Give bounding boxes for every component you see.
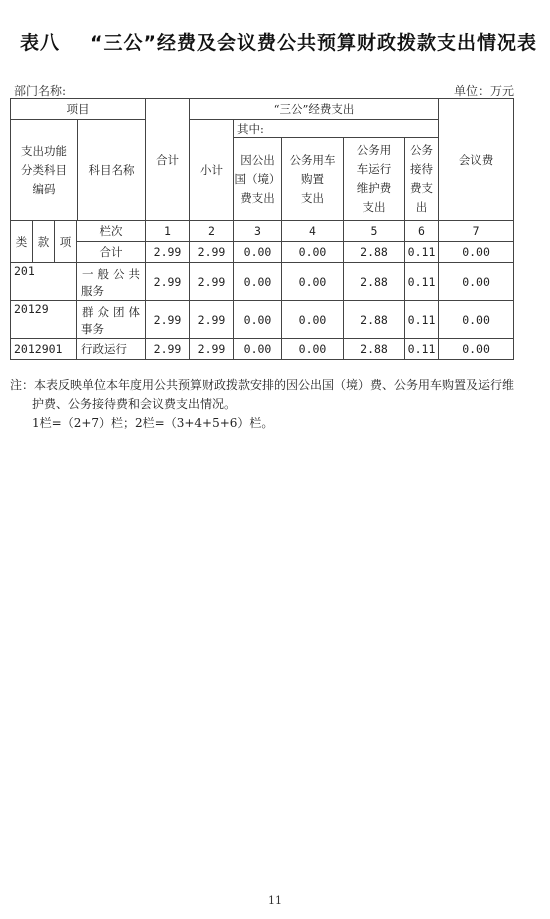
column-number: 7	[439, 221, 514, 242]
row-cell: 2.88	[344, 301, 405, 339]
header-column-number: 栏次	[77, 221, 146, 242]
note-formula: 1栏=（2+7）栏；2栏=（3+4+5+6）栏。	[32, 416, 274, 430]
title-row	[20, 28, 540, 58]
func-code-line: 支出功能	[21, 143, 67, 158]
row-subject	[77, 263, 146, 301]
table-row	[11, 263, 514, 301]
subject-line: 事务	[81, 321, 104, 336]
row-code: 201	[11, 263, 77, 301]
row-cell: 0.00	[234, 263, 282, 301]
car-operation-line: 公务用	[356, 143, 392, 158]
expenditure-table	[10, 98, 514, 360]
unit-label: 单位：万元	[453, 84, 514, 98]
header-car-operation	[344, 138, 405, 221]
total-cell: 0.00	[282, 242, 344, 263]
header-of-which: 其中:	[234, 120, 439, 138]
car-purchase-line: 公务用车	[289, 152, 336, 167]
row-cell: 0.00	[439, 339, 514, 360]
header-func-area	[11, 120, 146, 221]
abroad-line: 费支出	[240, 190, 275, 205]
page-number: 11	[268, 894, 282, 907]
reception-line: 公务	[410, 143, 434, 158]
header-sangong: “三公”经费支出	[190, 99, 439, 120]
row-cell: 0.11	[405, 263, 439, 301]
total-cell: 2.88	[344, 242, 405, 263]
row-cell: 0.00	[234, 301, 282, 339]
car-operation-line: 车运行	[356, 162, 392, 177]
row-cell: 0.11	[405, 301, 439, 339]
row-cell: 0.00	[439, 263, 514, 301]
row-cell: 2.99	[146, 301, 190, 339]
column-number: 6	[405, 221, 439, 242]
header-reception	[405, 138, 439, 221]
func-code-line: 分类科目	[21, 162, 67, 177]
row-cell: 0.00	[282, 301, 344, 339]
total-cell: 0.11	[405, 242, 439, 263]
header-subtotal: 小计	[190, 120, 234, 221]
table-row	[11, 301, 514, 339]
func-code-line: 编码	[32, 181, 56, 196]
column-number: 1	[146, 221, 190, 242]
car-operation-line: 维护费	[356, 181, 392, 196]
row-cell: 2.99	[190, 339, 234, 360]
abroad-line: 国（境）	[234, 171, 281, 186]
subject-line: 服务	[81, 283, 104, 298]
meta-row	[14, 82, 514, 98]
total-cell: 0.00	[439, 242, 514, 263]
total-row-label: 合计	[77, 242, 146, 263]
car-purchase-line: 购置	[301, 171, 324, 186]
column-number: 3	[234, 221, 282, 242]
reception-line: 出	[415, 200, 428, 215]
column-number: 5	[344, 221, 405, 242]
column-number: 4	[282, 221, 344, 242]
row-subject	[77, 301, 146, 339]
notes	[10, 376, 530, 433]
page-title: “三公”经费及会议费公共预算财政拨款支出情况表	[90, 32, 537, 54]
note-line: 注：本表反映单位本年度用公共预算财政拨款安排的因公出国（境）费、公务用车购置及运行维	[10, 378, 515, 392]
subject-line: 一般公共	[82, 266, 140, 281]
abroad-line: 因公出	[240, 152, 275, 167]
reception-line: 接待	[410, 162, 434, 177]
row-cell: 2.99	[146, 339, 190, 360]
subject-line: 群众团体	[82, 304, 140, 319]
header-abroad	[234, 138, 282, 221]
header-meeting: 会议费	[439, 99, 514, 221]
header-car-purchase	[282, 138, 344, 221]
row-code: 2012901	[11, 339, 77, 360]
header-lei: 类	[11, 221, 33, 263]
total-cell: 0.00	[234, 242, 282, 263]
row-cell: 2.99	[146, 263, 190, 301]
total-cell: 2.99	[190, 242, 234, 263]
header-subject-name: 科目名称	[88, 163, 135, 177]
row-cell: 2.99	[190, 301, 234, 339]
header-xiang: 项	[55, 221, 77, 263]
department-label: 部门名称:	[14, 84, 67, 98]
subject-line: 行政运行	[81, 342, 127, 356]
header-kuan: 款	[33, 221, 55, 263]
header-func-code	[11, 120, 78, 220]
table-row	[11, 339, 514, 360]
row-code: 20129	[11, 301, 77, 339]
header-project: 项目	[11, 99, 146, 120]
car-operation-line: 支出	[362, 200, 386, 215]
row-cell: 0.00	[282, 339, 344, 360]
header-total: 合计	[146, 99, 190, 221]
car-purchase-line: 支出	[301, 190, 324, 205]
reception-line: 费支	[410, 181, 434, 196]
row-subject	[77, 339, 146, 360]
row-cell: 2.88	[344, 263, 405, 301]
total-cell: 2.99	[146, 242, 190, 263]
note-line: 护费、公务接待费和会议费支出情况。	[32, 397, 237, 411]
table-number: 表八	[20, 32, 61, 54]
row-cell: 0.00	[282, 263, 344, 301]
row-cell: 2.88	[344, 339, 405, 360]
row-cell: 2.99	[190, 263, 234, 301]
row-cell: 0.00	[439, 301, 514, 339]
column-number: 2	[190, 221, 234, 242]
row-cell: 0.11	[405, 339, 439, 360]
row-cell: 0.00	[234, 339, 282, 360]
